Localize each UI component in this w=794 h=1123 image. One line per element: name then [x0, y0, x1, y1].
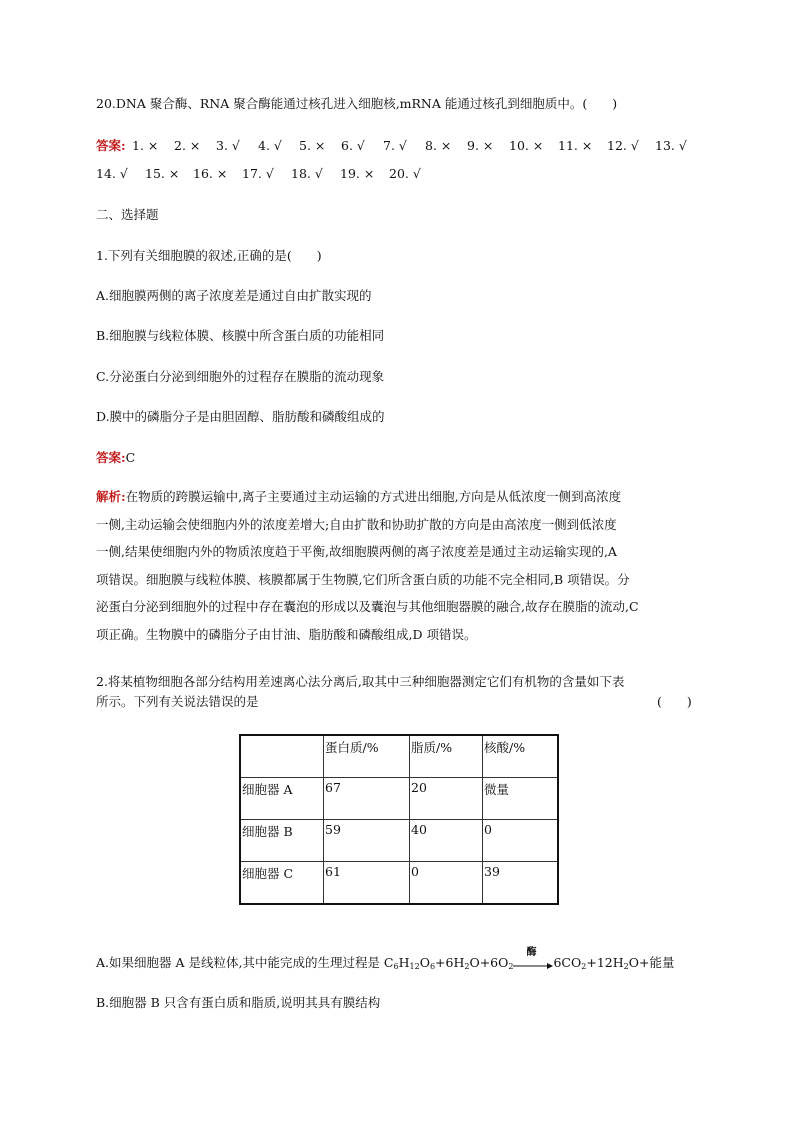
table-row [240, 778, 558, 820]
analysis-line: 一侧,主动运输会使细胞内外的浓度差增大;自由扩散和协助扩散的方向是由高浓度一侧到低浓度 [96, 516, 617, 532]
table-row [240, 862, 558, 905]
table-cell: 39 [483, 862, 559, 905]
table-cell: 细胞器 B [240, 820, 324, 862]
answer-item: 8. × [425, 138, 452, 153]
answer-item: 7. √ [383, 138, 407, 153]
answer-item: 2. × [174, 138, 201, 153]
table-header-cell: 核酸/% [483, 735, 559, 778]
answer-item: 18. √ [291, 166, 323, 181]
answer-item: 12. √ [607, 138, 639, 153]
question-2-option-a: A.如果细胞器 A 是线粒体,其中能完成的生理过程是 $C_6H_{12}O_6+6H_2O+6O_2$ 酶 $6CO_2+12H_2O+$能量 [96, 946, 675, 971]
answer-label: 答案: [96, 450, 126, 465]
analysis-line: 解析:在物质的跨膜运输中,离子主要通过主动运输的方式进出细胞,方向是从低浓度一侧到高浓度 [96, 489, 622, 504]
answer-item: 1. × [132, 138, 159, 153]
table-cell: 59 [324, 820, 410, 862]
reaction-arrow [513, 946, 553, 971]
question-1-answer [96, 450, 135, 466]
table-cell: 细胞器 C [240, 862, 324, 905]
table-cell: 61 [324, 862, 410, 905]
analysis-line: 一侧,结果使细胞内外的物质浓度趋于平衡,故细胞膜两侧的离子浓度差是通过主动运输实现的,A [96, 544, 617, 559]
answer-paren: ( ) [657, 694, 692, 709]
question-2-option-b: B.细胞器 B 只含有蛋白质和脂质,说明其具有膜结构 [96, 995, 381, 1010]
table-cell: 0 [483, 820, 559, 862]
question-2-stem-line-2: 所示。下列有关说法错误的是 [96, 694, 259, 709]
question-1-option-d: D.膜中的磷脂分子是由胆固醇、脂肪酸和磷酸组成的 [96, 409, 385, 424]
answers-label: 答案: [96, 138, 126, 153]
analysis-label: 解析: [96, 489, 126, 504]
answer-item: 9. × [467, 138, 494, 153]
section-title: 二、选择题 [96, 207, 159, 222]
table-cell: 微量 [483, 778, 559, 820]
question-1-option-c: C.分泌蛋白分泌到细胞外的过程存在膜脂的流动现象 [96, 369, 385, 384]
analysis-line: 泌蛋白分泌到细胞外的过程中存在囊泡的形成以及囊泡与其他细胞器膜的融合,故存在膜脂的流动,C [96, 599, 639, 614]
answer-value: C [125, 450, 136, 465]
answer-item: 17. √ [242, 166, 274, 181]
answer-item: 5. × [299, 138, 326, 153]
table-cell [240, 735, 324, 778]
question-1-option-b: B.细胞膜与线粒体膜、核膜中所含蛋白质的功能相同 [96, 328, 385, 343]
answer-item: 14. √ [96, 166, 128, 181]
table-cell: 20 [410, 778, 483, 820]
table-cell: 40 [410, 820, 483, 862]
answer-item: 15. × [145, 166, 180, 181]
table-header-row [240, 735, 558, 778]
question-20: 20.DNA 聚合酶、RNA 聚合酶能通过核孔进入细胞核,mRNA 能通过核孔到细胞质中。( ) [96, 96, 618, 111]
answer-item: 11. × [558, 138, 593, 153]
answer-item: 6. √ [341, 138, 365, 153]
question-2-stem-line-1: 2.将某植物细胞各部分结构用差速离心法分离后,取其中三种细胞器测定它们有机物的含量如下表 [96, 674, 625, 689]
table-cell: 细胞器 A [240, 778, 324, 820]
table-header-cell: 蛋白质/% [324, 735, 410, 778]
table-header-cell: 脂质/% [410, 735, 483, 778]
answer-item: 16. × [193, 166, 228, 181]
question-1-analysis [96, 483, 706, 648]
answer-item: 20. √ [389, 166, 421, 181]
arrow-icon [513, 963, 553, 969]
table-cell: 67 [324, 778, 410, 820]
organelle-table [239, 734, 559, 905]
answer-item: 10. × [509, 138, 544, 153]
enzyme-label: 酶 [526, 946, 537, 958]
answer-item: 19. × [340, 166, 375, 181]
answer-item: 3. √ [216, 138, 240, 153]
question-1-option-a: A.细胞膜两侧的离子浓度差是通过自由扩散实现的 [96, 288, 372, 303]
answer-item: 13. √ [655, 138, 687, 153]
analysis-line: 项错误。细胞膜与线粒体膜、核膜都属于生物膜,它们所含蛋白质的功能不完全相同,B 项错误。分 [96, 571, 630, 587]
answer-item: 4. √ [258, 138, 282, 153]
question-1-stem: 1.下列有关细胞膜的叙述,正确的是( ) [96, 248, 322, 263]
table-cell: 0 [410, 862, 483, 905]
table-row [240, 820, 558, 862]
analysis-line: 项正确。生物膜中的磷脂分子由甘油、脂肪酸和磷酸组成,D 项错误。 [96, 626, 477, 642]
